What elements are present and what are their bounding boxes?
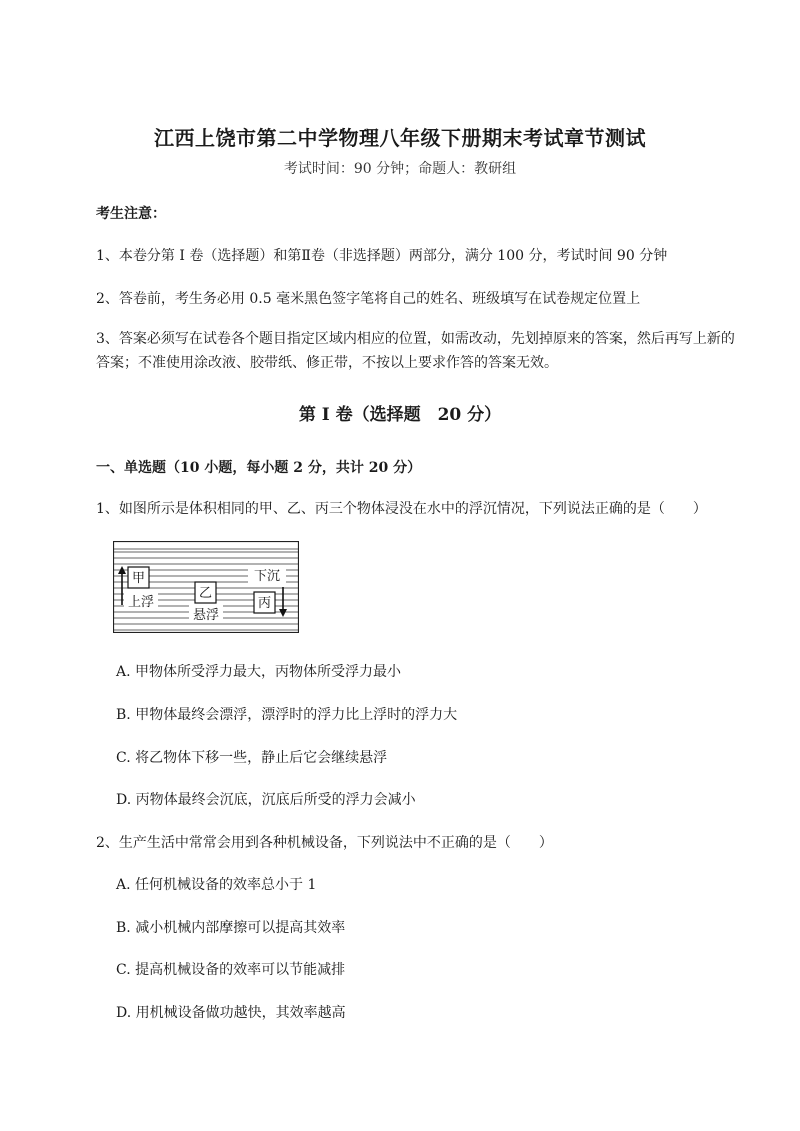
label-up: 上浮 (127, 595, 155, 610)
question-2-option-a: A. 任何机械设备的效率总小于 1 (116, 877, 317, 893)
notice-heading: 考生注意： (96, 206, 166, 222)
part-title: 第 I 卷（选择题 20 分） (298, 405, 502, 425)
question-1-stem: 1、如图所示是体积相同的甲、乙、丙三个物体浸没在水中的浮沉情况，下列说法正确的是（ ） (96, 501, 707, 517)
question-1-option-d: D. 丙物体最终会沉底，沉底后所受的浮力会减小 (116, 792, 416, 808)
question-2-option-c: C. 提高机械设备的效率可以节能减排 (116, 962, 346, 978)
question-2-stem: 2、生产生活中常常会用到各种机械设备，下列说法中不正确的是（ ） (96, 835, 553, 851)
exam-info: 考试时间：90 分钟；命题人：教研组 (283, 161, 517, 177)
notice-item-3: 3、答案必须写在试卷各个题目指定区域内相应的位置，如需改动，先划掉原来的答案，然后再写上新的答案；不准使用涂改液、胶带纸、修正带，不按以上要求作答的答案无效。 (96, 331, 735, 371)
block-bing-label: 丙 (257, 596, 272, 611)
question-2-option-d: D. 用机械设备做功越快，其效率越高 (116, 1005, 346, 1021)
label-suspend: 悬浮 (192, 608, 220, 623)
label-down: 下沉 (253, 569, 281, 584)
question-1-option-b: B. 甲物体最终会漂浮，漂浮时的浮力比上浮时的浮力大 (116, 707, 458, 723)
question-1-option-c: C. 将乙物体下移一些，静止后它会继续悬浮 (116, 750, 388, 766)
block-jia-label: 甲 (131, 571, 146, 586)
block-yi-label: 乙 (198, 586, 213, 601)
section-heading: 一、单选题（10 小题，每小题 2 分，共计 20 分） (96, 460, 422, 476)
notice-item-1: 1、本卷分第 I 卷（选择题）和第Ⅱ卷（非选择题）两部分，满分 100 分，考试时间 90 分钟 (96, 248, 668, 264)
page-title: 江西上饶市第二中学物理八年级下册期末考试章节测试 (154, 126, 646, 150)
buoyancy-diagram (113, 541, 299, 633)
notice-item-2: 2、答卷前，考生务必用 0.5 毫米黑色签字笔将自己的姓名、班级填写在试卷规定位置上 (96, 291, 641, 307)
question-2-option-b: B. 减小机械内部摩擦可以提高其效率 (116, 920, 346, 936)
question-1-option-a: A. 甲物体所受浮力最大，丙物体所受浮力最小 (116, 664, 402, 680)
